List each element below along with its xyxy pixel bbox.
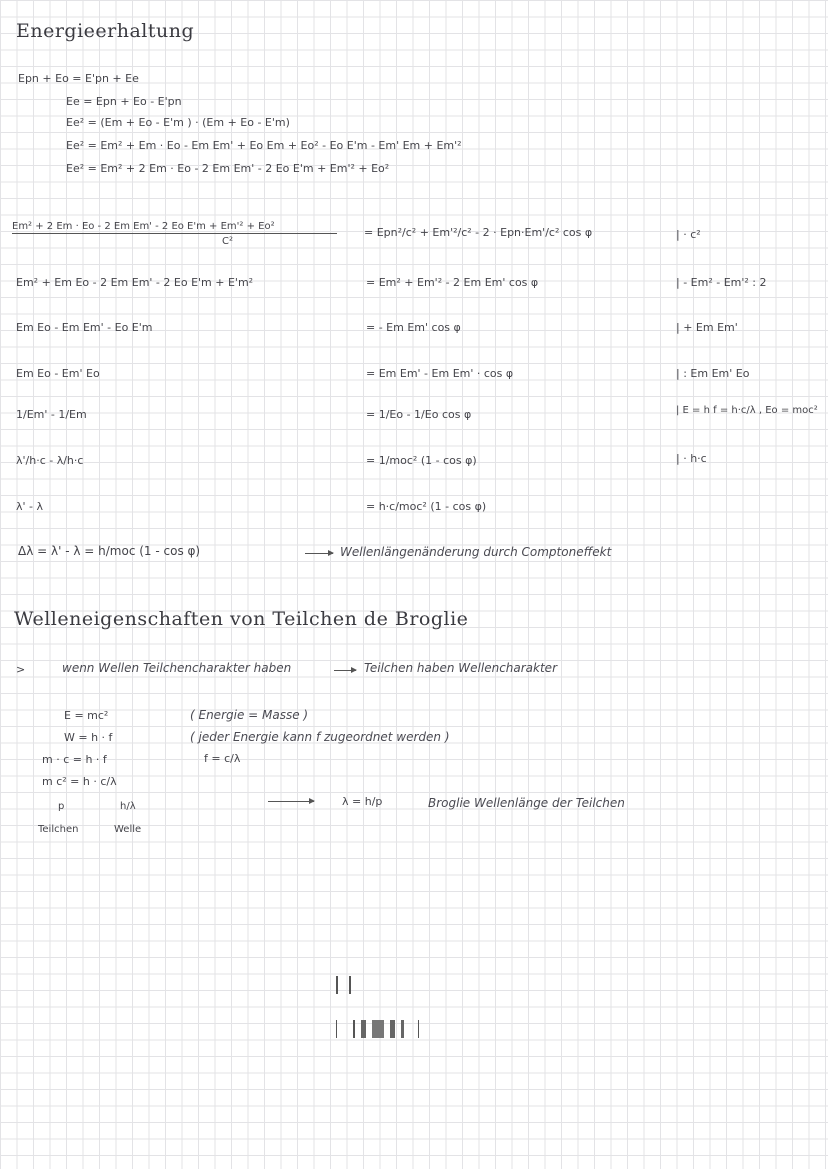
broglie-bullet: wenn Wellen Teilchencharakter haben [62, 661, 292, 675]
broglie-formula: λ = h/p [342, 795, 383, 808]
label-p: p [58, 801, 65, 812]
derivation-row1-den: C² [222, 236, 233, 247]
arrow-icon [305, 553, 333, 554]
derivation-row6-right: | · h·c [676, 452, 707, 465]
derivation-row4-right: | : Em Em' Eo [676, 367, 750, 380]
compton-result-note: Wellenlängenänderung durch Comptoneffekt [340, 545, 612, 559]
derivation-row6-left: λ'/h·c - λ/h·c [16, 454, 84, 467]
pattern-line [353, 1020, 355, 1038]
pattern-band [390, 1020, 395, 1038]
label-teilchen: Teilchen [38, 824, 79, 835]
pattern-line [418, 1020, 419, 1038]
broglie-eq3: m · c = h · f [42, 753, 107, 766]
pattern-line [336, 976, 338, 994]
derivation-row6-mid: = 1/moc² (1 - cos φ) [366, 454, 477, 467]
broglie-eq4: m c² = h · c/λ [42, 775, 117, 788]
energy-equation-2: Ee = Epn + Eo - E'pn [66, 95, 182, 108]
broglie-formula-note: Broglie Wellenlänge der Teilchen [428, 796, 625, 810]
derivation-row4-mid: = Em Em' - Em Em' · cos φ [366, 367, 514, 380]
section-title-broglie: Welleneigenschaften von Teilchen de Broglie [14, 608, 469, 630]
derivation-row3-left: Em Eo - Em Em' - Eo E'm [16, 321, 153, 334]
derivation-row1-left: Em² + 2 Em · Eo - 2 Em Em' - 2 Eo E'm + Em'² + Eo² [12, 221, 275, 232]
derivation-row7-left: λ' - λ [16, 500, 44, 513]
derivation-row3-mid: = - Em Em' cos φ [366, 321, 461, 334]
section-title-energieerhaltung: Energieerhaltung [16, 20, 195, 42]
pattern-line [349, 976, 351, 994]
energy-equation-4: Ee² = Em² + Em · Eo - Em Em' + Eo Em + Eo² - Eo E'm - Em' Em + Em'² [66, 139, 462, 152]
energy-equation-1: Epn + Eo = E'pn + Ee [18, 72, 139, 85]
derivation-row3-right: | + Em Em' [676, 321, 738, 334]
compton-result: Δλ = λ' - λ = h/moc (1 - cos φ) [18, 544, 201, 558]
broglie-eq2: W = h · f [64, 731, 113, 744]
derivation-row7-mid: = h·c/moc² (1 - cos φ) [366, 500, 487, 513]
derivation-row5-left: 1/Em' - 1/Em [16, 408, 87, 421]
broglie-eq1: E = mc² [64, 709, 109, 722]
energy-equation-5: Ee² = Em² + 2 Em · Eo - 2 Em Em' - 2 Eo E'm + Em'² + Eo² [66, 162, 390, 175]
broglie-eq1-note: ( Energie = Masse ) [190, 708, 309, 722]
fraction-bar [12, 233, 337, 234]
derivation-row2-mid: = Em² + Em'² - 2 Em Em' cos φ [366, 276, 539, 289]
derivation-row1-right: | · c² [676, 228, 701, 241]
derivation-row2-left: Em² + Em Eo - 2 Em Em' - 2 Eo E'm + E'm² [16, 276, 254, 289]
arrow-icon [268, 801, 314, 802]
pattern-line [401, 1020, 404, 1038]
broglie-eq2-sub: f = c/λ [204, 752, 241, 765]
derivation-row4-left: Em Eo - Em' Eo [16, 367, 100, 380]
broglie-bullet-result: Teilchen haben Wellencharakter [364, 661, 558, 675]
pattern-line [336, 1020, 337, 1038]
pattern-band [372, 1020, 384, 1038]
pattern-band [361, 1020, 366, 1038]
derivation-row5-right: | E = h f = h·c/λ , Eo = moc² [676, 405, 818, 416]
double-slit-pattern-measured [336, 976, 351, 994]
arrow-icon [334, 670, 356, 671]
label-welle: Welle [114, 824, 142, 835]
broglie-eq2-note: ( jeder Energie kann f zugeordnet werden ) [190, 730, 450, 744]
label-h-over-lambda: h/λ [120, 801, 136, 812]
derivation-row1-mid: = Epn²/c² + Em'²/c² - 2 · Epn·Em'/c² cos φ [364, 226, 593, 239]
derivation-row2-right: | - Em² - Em'² : 2 [676, 276, 767, 289]
energy-equation-3: Ee² = (Em + Eo - E'm ) · (Em + Eo - E'm) [66, 116, 290, 129]
derivation-row5-mid: = 1/Eo - 1/Eo cos φ [366, 408, 472, 421]
interference-pattern-unmeasured [336, 1020, 419, 1038]
bullet-marker: > [16, 663, 26, 676]
